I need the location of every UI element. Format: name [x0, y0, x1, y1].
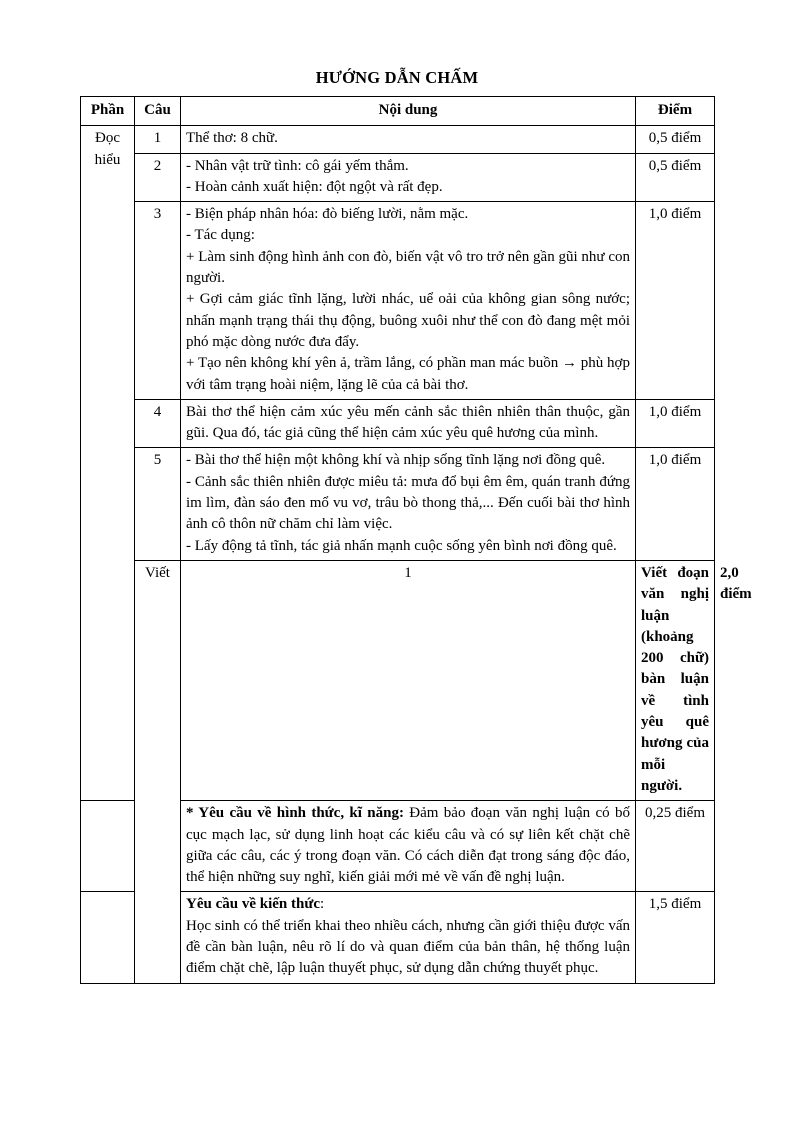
- table-header: [81, 97, 715, 126]
- question-number: 3: [135, 202, 181, 400]
- answer-content: [181, 448, 636, 560]
- question-number: 5: [135, 448, 181, 560]
- criteria-label: * Yêu cầu về hình thức, kĩ năng:: [186, 805, 404, 822]
- column-header-cau: Câu: [135, 97, 181, 126]
- question-number: 4: [135, 399, 181, 448]
- table-body: [81, 126, 752, 983]
- section-label-viet: [135, 560, 181, 983]
- score-value: 0,5 điểm: [636, 153, 715, 202]
- question-number: 1: [181, 560, 636, 800]
- answer-content: [636, 560, 715, 800]
- table-header-row: [81, 97, 715, 126]
- answer-line: Bài thơ thể hiện cảm xúc yêu mến cảnh sắc thiên nhiên thân thuộc, gần gũi. Qua đó, tác giả cũng thể hiện cảm xúc yêu quê hương của mình.: [186, 403, 630, 442]
- score-value: 0,25 điểm: [636, 801, 715, 892]
- score-value: 1,0 điểm: [636, 202, 715, 400]
- table-row: [81, 126, 715, 153]
- question-number: [81, 801, 135, 892]
- criteria-label-suffix: :: [320, 896, 325, 913]
- answer-content: [181, 892, 636, 983]
- section-label-doc-hieu: [81, 126, 135, 801]
- answer-line: - Cảnh sắc thiên nhiên được miêu tả: mưa đổ bụi êm êm, quán tranh đứng im lìm, đàn sáo đen mổ vu vơ, trâu bò thong thả,... Đến cuối bài thơ hình ảnh cô thôn nữ chăm chỉ làm việc.: [186, 473, 630, 533]
- table-row: [81, 399, 715, 448]
- page-title: HƯỚNG DẪN CHẤM: [315, 68, 479, 87]
- answer-line: [186, 894, 630, 915]
- question-number: [81, 892, 135, 983]
- score-value: 0,5 điểm: [636, 126, 715, 153]
- answer-line: - Hoàn cảnh xuất hiện: đột ngột và rất đẹp.: [186, 178, 443, 195]
- table-row: [81, 448, 715, 560]
- criteria-body: Đảm bảo đoạn văn nghị luận có bố cục mạch lạc, sử dụng linh hoạt các kiểu câu và có sự liên kết chặt chẽ giữa các câu, các ý trong đoạn văn. Có cách diễn đạt trong sáng độc đáo, thể hiện những suy nghĩ, kiến giải mới mẻ về vấn đề nghị luận.: [186, 805, 630, 886]
- answer-line: + Tạo nên không khí yên ả, trầm lắng, có phần man mác buồn → phù hợp với tâm trạng hoài niệm, lặng lẽ của cả bài thơ.: [186, 355, 630, 393]
- answer-line: Thể thơ: 8 chữ.: [186, 130, 278, 147]
- table-row: Viết 1 Viết đoạn văn nghị luận (khoảng 200 chữ) bàn luận về tình yêu quê hương của mỗi người. 2,0 điểm: [81, 560, 715, 800]
- score-value: 1,5 điểm: [636, 892, 715, 983]
- answer-line: + Gợi cảm giác tĩnh lặng, lười nhác, uể oải của không gian sông nước; nhấn mạnh trạng thái thụ động, buông xuôi như thể con đò đang mệt mỏi phó mặc dòng nước đưa đẩy.: [186, 291, 630, 350]
- section-label-line1: Đọc: [95, 130, 120, 147]
- answer-line: - Bài thơ thể hiện một không khí và nhịp sống tĩnh lặng nơi đồng quê.: [186, 452, 606, 469]
- answer-content: [181, 202, 636, 400]
- column-header-diem: Điểm: [636, 97, 715, 126]
- column-header-noi-dung: Nội dung: [181, 97, 636, 126]
- answer-line: [186, 803, 630, 888]
- answer-content: [181, 801, 636, 892]
- answer-line: + Làm sinh động hình ảnh con đò, biến vật vô tro trở nên gần gũi như con người.: [186, 248, 630, 287]
- answer-content: [181, 153, 636, 202]
- section-label-line2: hiểu: [94, 151, 121, 168]
- question-number: 2: [135, 153, 181, 202]
- answer-line: - Tác dụng:: [186, 227, 255, 244]
- answer-line: - Biện pháp nhân hóa: đò biếng lười, nằm mặc.: [186, 206, 469, 223]
- answer-line: - Lấy động tả tĩnh, tác giả nhấn mạnh cuộc sống yên bình nơi đồng quê.: [186, 537, 617, 554]
- answer-content: [181, 126, 636, 153]
- answer-line: Học sinh có thể triển khai theo nhiều cách, nhưng cần giới thiệu được vấn đề cần bàn luận, nêu rõ lí do và quan điểm của bản thân, hệ thống luận điểm chặt chẽ, lập luận thuyết phục, sử dụng dẫn chứng thuyết phục.: [186, 917, 630, 977]
- answer-line: - Nhân vật trữ tình: cô gái yếm thắm.: [186, 157, 409, 174]
- table-row: [81, 153, 715, 202]
- score-value: 1,0 điểm: [636, 448, 715, 560]
- section-label-line1: Viết: [145, 564, 170, 581]
- score-value: 1,0 điểm: [636, 399, 715, 448]
- grading-guide-table: [80, 96, 752, 984]
- criteria-label: Yêu cầu về kiến thức: [186, 896, 320, 913]
- column-header-phan: Phần: [81, 97, 135, 126]
- answer-content: [181, 399, 636, 448]
- answer-line: Viết đoạn văn nghị luận (khoảng 200 chữ) bàn luận về tình yêu quê hương của mỗi người.: [641, 564, 709, 794]
- table-row: [81, 202, 715, 400]
- question-number: 1: [135, 126, 181, 153]
